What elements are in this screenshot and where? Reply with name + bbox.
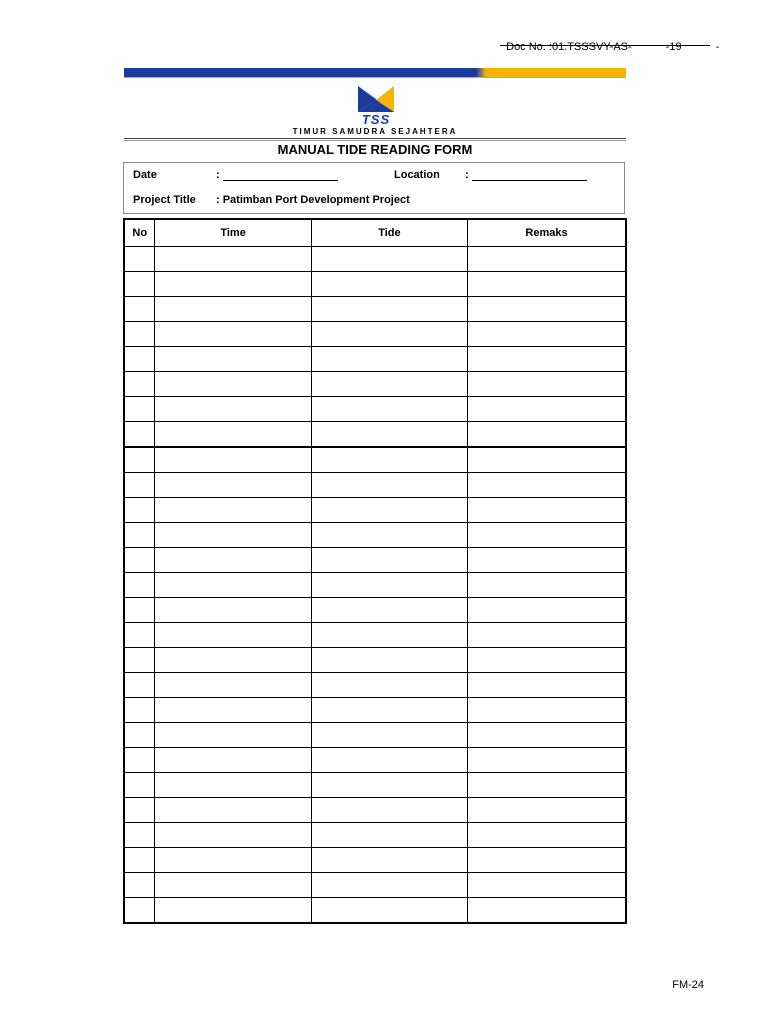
cell-no[interactable] xyxy=(124,473,155,498)
table-row xyxy=(124,773,626,798)
cell-time[interactable] xyxy=(155,322,311,347)
cell-tide[interactable] xyxy=(311,723,467,748)
table-row xyxy=(124,498,626,523)
cell-remarks[interactable] xyxy=(468,623,626,648)
cell-time[interactable] xyxy=(155,623,311,648)
cell-time[interactable] xyxy=(155,698,311,723)
cell-time[interactable] xyxy=(155,297,311,322)
cell-tide[interactable] xyxy=(311,698,467,723)
cell-time[interactable] xyxy=(155,397,311,422)
cell-time[interactable] xyxy=(155,723,311,748)
cell-tide[interactable] xyxy=(311,573,467,598)
table-row xyxy=(124,372,626,397)
date-colon: : xyxy=(216,169,220,181)
table-row xyxy=(124,798,626,823)
cell-remarks[interactable] xyxy=(468,773,626,798)
cell-remarks[interactable] xyxy=(468,498,626,523)
cell-time[interactable] xyxy=(155,247,311,272)
cell-time[interactable] xyxy=(155,673,311,698)
project-title-label: Project Title xyxy=(133,194,196,206)
header-band-yellow xyxy=(486,68,626,77)
cell-tide[interactable] xyxy=(311,347,467,372)
cell-tide[interactable] xyxy=(311,823,467,848)
table-header-row xyxy=(124,219,626,247)
cell-tide[interactable] xyxy=(311,748,467,773)
cell-tide[interactable] xyxy=(311,598,467,623)
cell-remarks[interactable] xyxy=(468,473,626,498)
cell-time[interactable] xyxy=(155,372,311,397)
header-rule-secondary xyxy=(124,140,626,141)
cell-remarks[interactable] xyxy=(468,447,626,473)
col-header-remarks: Remaks xyxy=(468,219,626,247)
cell-no[interactable] xyxy=(124,297,155,322)
cell-no[interactable] xyxy=(124,823,155,848)
cell-tide[interactable] xyxy=(311,297,467,322)
cell-time[interactable] xyxy=(155,422,311,448)
cell-no[interactable] xyxy=(124,523,155,548)
cell-no[interactable] xyxy=(124,498,155,523)
table-row xyxy=(124,898,626,924)
cell-no[interactable] xyxy=(124,422,155,448)
cell-remarks[interactable] xyxy=(468,698,626,723)
table-row xyxy=(124,272,626,297)
cell-no[interactable] xyxy=(124,372,155,397)
cell-remarks[interactable] xyxy=(468,397,626,422)
table-row xyxy=(124,347,626,372)
header-rule xyxy=(124,138,626,139)
header-band-blue xyxy=(124,68,476,77)
header-band-line xyxy=(124,77,626,78)
cell-remarks[interactable] xyxy=(468,723,626,748)
cell-no[interactable] xyxy=(124,773,155,798)
cell-remarks[interactable] xyxy=(468,347,626,372)
cell-no[interactable] xyxy=(124,623,155,648)
cell-time[interactable] xyxy=(155,823,311,848)
project-title-value: : Patimban Port Development Project xyxy=(216,194,410,206)
cell-remarks[interactable] xyxy=(468,322,626,347)
table-row xyxy=(124,397,626,422)
cell-no[interactable] xyxy=(124,673,155,698)
logo-brand-text: TSS xyxy=(361,112,391,127)
cell-tide[interactable] xyxy=(311,873,467,898)
cell-remarks[interactable] xyxy=(468,422,626,448)
cell-remarks[interactable] xyxy=(468,272,626,297)
cell-tide[interactable] xyxy=(311,773,467,798)
col-header-no: No xyxy=(124,219,155,247)
cell-tide[interactable] xyxy=(311,397,467,422)
cell-remarks[interactable] xyxy=(468,297,626,322)
cell-remarks[interactable] xyxy=(468,247,626,272)
cell-remarks[interactable] xyxy=(468,573,626,598)
cell-tide[interactable] xyxy=(311,798,467,823)
table-row xyxy=(124,447,626,473)
cell-time[interactable] xyxy=(155,748,311,773)
table-row xyxy=(124,873,626,898)
company-name: TIMUR SAMUDRA SEJAHTERA xyxy=(292,127,458,136)
table-row xyxy=(124,598,626,623)
cell-no[interactable] xyxy=(124,247,155,272)
tide-reading-table xyxy=(123,218,627,924)
location-colon: : xyxy=(465,169,469,181)
doc-number xyxy=(500,29,720,53)
date-field[interactable] xyxy=(216,169,338,181)
date-label: Date xyxy=(133,169,157,181)
cell-remarks[interactable] xyxy=(468,748,626,773)
form-code: FM-24 xyxy=(672,979,704,991)
table-row xyxy=(124,848,626,873)
form-info-box xyxy=(123,162,625,214)
cell-tide[interactable] xyxy=(311,623,467,648)
cell-time[interactable] xyxy=(155,573,311,598)
cell-tide[interactable] xyxy=(311,498,467,523)
cell-time[interactable] xyxy=(155,272,311,297)
header-band-blend xyxy=(476,68,486,77)
cell-tide[interactable] xyxy=(311,673,467,698)
cell-time[interactable] xyxy=(155,447,311,473)
cell-time[interactable] xyxy=(155,548,311,573)
cell-no[interactable] xyxy=(124,648,155,673)
cell-tide[interactable] xyxy=(311,473,467,498)
cell-tide[interactable] xyxy=(311,422,467,448)
table-row xyxy=(124,247,626,272)
cell-remarks[interactable] xyxy=(468,798,626,823)
cell-remarks[interactable] xyxy=(468,823,626,848)
tss-logo-icon xyxy=(356,84,396,114)
cell-tide[interactable] xyxy=(311,272,467,297)
cell-tide[interactable] xyxy=(311,523,467,548)
table-row xyxy=(124,573,626,598)
cell-no[interactable] xyxy=(124,573,155,598)
table-row xyxy=(124,723,626,748)
cell-time[interactable] xyxy=(155,473,311,498)
form-title: MANUAL TIDE READING FORM xyxy=(277,142,473,157)
cell-no[interactable] xyxy=(124,347,155,372)
cell-no[interactable] xyxy=(124,798,155,823)
cell-no[interactable] xyxy=(124,898,155,924)
location-label: Location xyxy=(394,169,440,181)
col-header-time: Time xyxy=(155,219,311,247)
cell-time[interactable] xyxy=(155,773,311,798)
cell-remarks[interactable] xyxy=(468,523,626,548)
cell-tide[interactable] xyxy=(311,447,467,473)
cell-tide[interactable] xyxy=(311,648,467,673)
cell-no[interactable] xyxy=(124,698,155,723)
cell-time[interactable] xyxy=(155,848,311,873)
doc-number-prefix: Doc No. :01.TSSSVY-AS- xyxy=(506,41,632,53)
table-row xyxy=(124,322,626,347)
cell-remarks[interactable] xyxy=(468,873,626,898)
cell-no[interactable] xyxy=(124,848,155,873)
cell-no[interactable] xyxy=(124,548,155,573)
cell-time[interactable] xyxy=(155,498,311,523)
location-field[interactable] xyxy=(465,169,587,181)
cell-no[interactable] xyxy=(124,397,155,422)
cell-remarks[interactable] xyxy=(468,548,626,573)
cell-tide[interactable] xyxy=(311,322,467,347)
table-row xyxy=(124,523,626,548)
cell-tide[interactable] xyxy=(311,898,467,924)
cell-tide[interactable] xyxy=(311,548,467,573)
table-row xyxy=(124,673,626,698)
table-row xyxy=(124,623,626,648)
cell-tide[interactable] xyxy=(311,848,467,873)
cell-time[interactable] xyxy=(155,347,311,372)
cell-no[interactable] xyxy=(124,723,155,748)
cell-time[interactable] xyxy=(155,873,311,898)
table-row xyxy=(124,698,626,723)
cell-remarks[interactable] xyxy=(468,648,626,673)
cell-no[interactable] xyxy=(124,272,155,297)
cell-no[interactable] xyxy=(124,873,155,898)
cell-remarks[interactable] xyxy=(468,372,626,397)
table-body xyxy=(124,247,626,924)
cell-tide[interactable] xyxy=(311,247,467,272)
table-row xyxy=(124,473,626,498)
cell-tide[interactable] xyxy=(311,372,467,397)
table-row xyxy=(124,422,626,448)
cell-remarks[interactable] xyxy=(468,898,626,924)
cell-no[interactable] xyxy=(124,598,155,623)
cell-time[interactable] xyxy=(155,523,311,548)
doc-number-year: -19 xyxy=(665,41,682,53)
cell-no[interactable] xyxy=(124,748,155,773)
cell-remarks[interactable] xyxy=(468,673,626,698)
doc-number-end: - xyxy=(715,41,720,53)
table-row xyxy=(124,648,626,673)
table-row xyxy=(124,823,626,848)
cell-remarks[interactable] xyxy=(468,598,626,623)
col-header-tide: Tide xyxy=(311,219,467,247)
cell-time[interactable] xyxy=(155,648,311,673)
table-row xyxy=(124,548,626,573)
table-row xyxy=(124,297,626,322)
cell-time[interactable] xyxy=(155,598,311,623)
cell-no[interactable] xyxy=(124,322,155,347)
cell-no[interactable] xyxy=(124,447,155,473)
cell-time[interactable] xyxy=(155,798,311,823)
cell-remarks[interactable] xyxy=(468,848,626,873)
cell-time[interactable] xyxy=(155,898,311,924)
table-row xyxy=(124,748,626,773)
